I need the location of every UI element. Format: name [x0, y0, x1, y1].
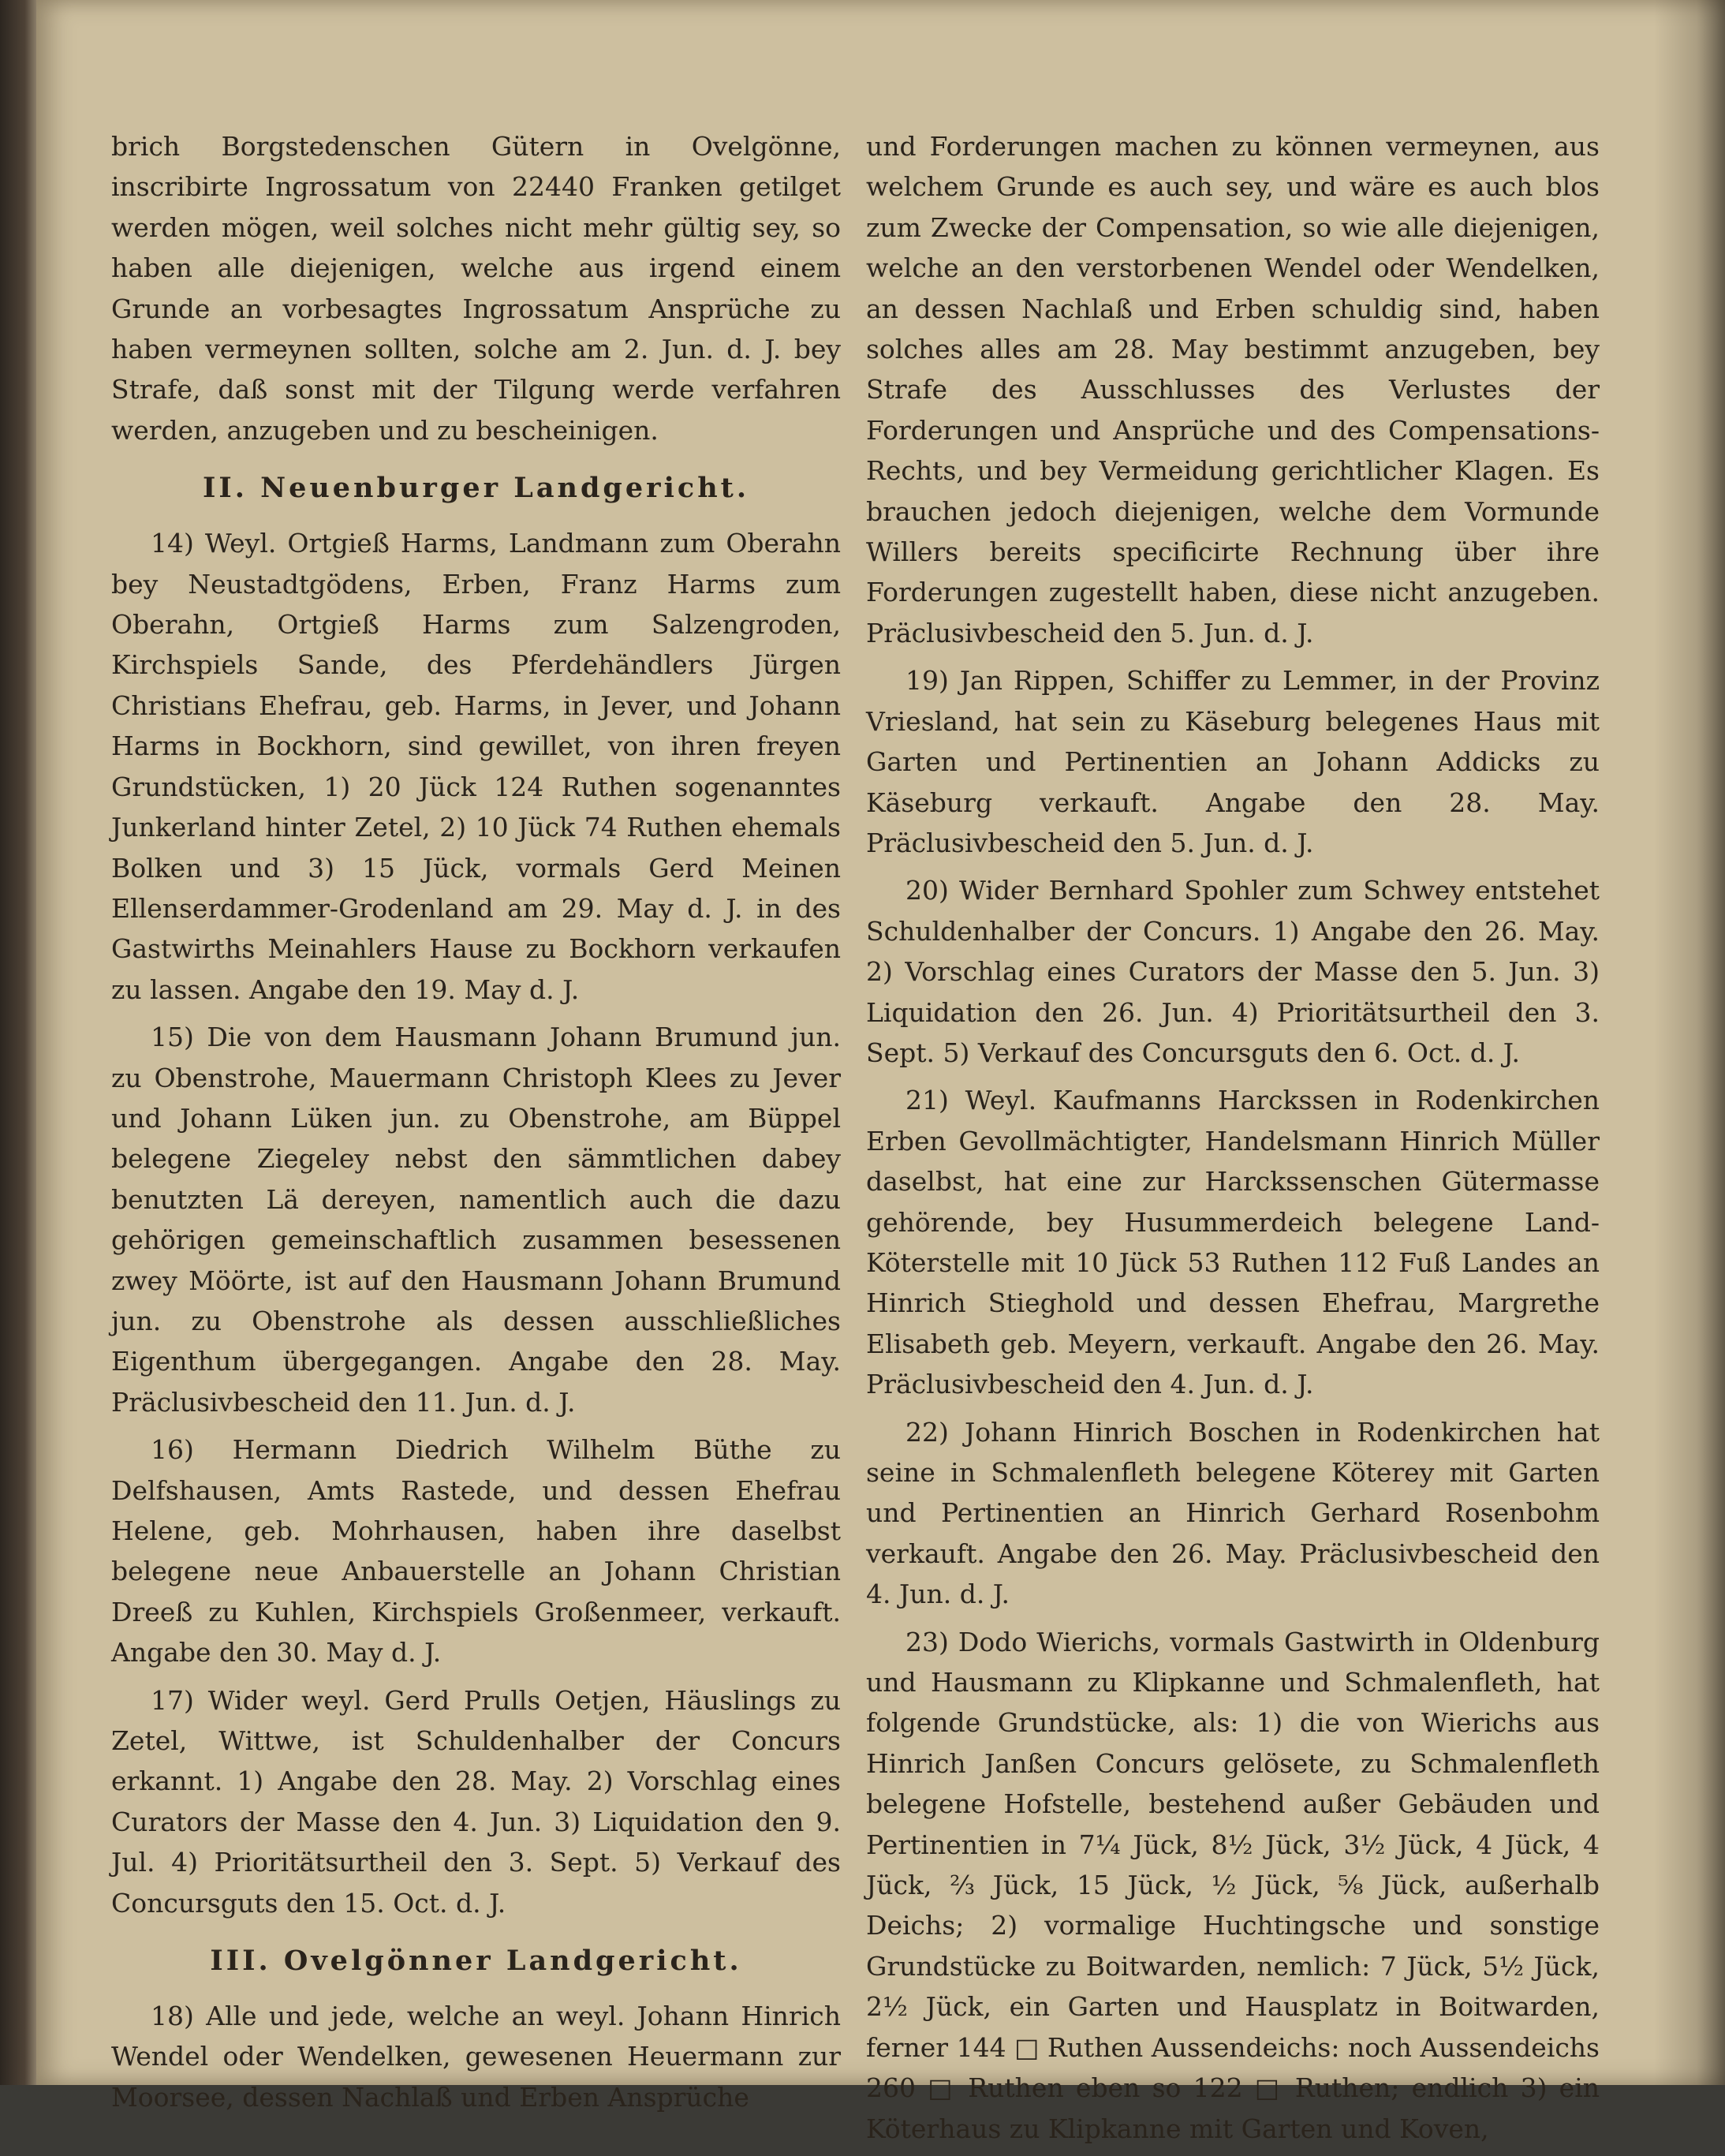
entry-20: 20) Wider Bernhard Spohler zum Schwey entstehet Schuldenhalber der Concurs. 1) Angabe den 26. May. 2) Vorschlag eines Curators der Masse den 5. Jun. 3) Liquidation den 26. Jun. 4) Prioritätsurtheil den 3. Sept. 5) Verkauf des Concursguts den 6. Oct. d. J.: [866, 875, 1600, 1068]
heading-neuenburger-landgericht: II. Neuenburger Landgericht.: [202, 472, 750, 505]
entry-13-continued: brich Borgstedenschen Gütern in Ovelgönne, inscribirte Ingrossatum von 22440 Franken getilget werden mögen, weil solches nicht mehr gültig sey, so haben alle diejenigen, welche aus irgend einem Grunde an vorbesagtes Ingrossatum Ansprüche zu haben vermeynen sollten, solche am 2. Jun. d. J. bey Strafe, daß sonst mit der Tilgung werde verfahren werden, anzugeben und zu bescheinigen.: [111, 131, 841, 446]
entry-17: 17) Wider weyl. Gerd Prulls Oetjen, Häuslings zu Zetel, Wittwe, ist Schuldenhalber der Concurs erkannt. 1) Angabe den 28. May. 2) Vorschlag eines Curators der Masse den 4. Jun. 3) Liquidation den 9. Jul. 4) Prioritätsurtheil den 3. Sept. 5) Verkauf des Concursguts den 15. Oct. d. J.: [111, 1684, 841, 1919]
heading-ovelgoenner-landgericht: III. Ovelgönner Landgericht.: [210, 1945, 742, 1978]
page-edge-shadow: [1654, 0, 1725, 2085]
entry-16: 16) Hermann Diedrich Wilhelm Büthe zu Delfshausen, Amts Rastede, und dessen Ehefrau Helene, geb. Mohrhausen, haben ihre daselbst belegene neue Anbauerstelle an Johann Christian Dreeß zu Kuhlen, Kirchspiels Großenmeer, verkauft. Angabe den 30. May d. J.: [111, 1434, 841, 1668]
scanned-page: [36, 0, 1725, 2144]
entry-14: 14) Weyl. Ortgieß Harms, Landmann zum Oberahn bey Neustadtgödens, Erben, Franz Harms zum Oberahn, Ortgieß Harms zum Salzengroden, Kirchspiels Sande, des Pferdehändlers Jürgen Christians Ehefrau, geb. Harms, in Jever, und Johann Harms in Bockhorn, sind gewillet, von ihren freyen Grundstücken, 1) 20 Jück 124 Ruthen sogenanntes Junkerland hinter Zetel, 2) 10 Jück 74 Ruthen ehemals Bolken und 3) 15 Jück, vormals Gerd Meinen Ellenserdammer-Grodenland am 29. May d. J. in des Gastwirths Meinahlers Hause zu Bockhorn verkaufen zu lassen. Angabe den 19. May d. J.: [111, 528, 841, 1005]
entry-18-continued: und Forderungen machen zu können vermeynen, aus welchem Grunde es auch sey, und wäre es auch blos zum Zwecke der Compensation, so wie alle diejenigen, welche an den verstorbenen Wendel oder Wendelken, an dessen Nachlaß und Erben schuldig sind, haben solches alles am 28. May bestimmt anzugeben, bey Strafe des Ausschlusses des Verlustes der Forderungen und Ansprüche und des Compensations-Rechts, und bey Vermeidung gerichtlicher Klagen. Es brauchen jedoch diejenigen, welche dem Vormunde Willers bereits specificirte Rechnung über ihre Forderungen zugestellt haben, diese nicht anzugeben. Präclusivbescheid den 5. Jun. d. J.: [866, 131, 1600, 648]
right-column: [866, 126, 1600, 2156]
entry-22: 22) Johann Hinrich Boschen in Rodenkirchen hat seine in Schmalenfleth belegene Köterey mit Garten und Pertinentien an Hinrich Gerhard Rosenbohm verkauft. Angabe den 26. May. Präclusivbescheid den 4. Jun. d. J.: [866, 1416, 1600, 1610]
entry-18: 18) Alle und jede, welche an weyl. Johann Hinrich Wendel oder Wendelken, gewesenen Heuermann zur Moorsee, dessen Nachlaß und Erben Ansprüche: [111, 2001, 841, 2113]
entry-21: 21) Weyl. Kaufmanns Harckssen in Rodenkirchen Erben Gevollmächtigter, Handelsmann Hinrich Müller daselbst, hat eine zur Harckssenschen Gütermasse gehörende, bey Husummerdeich belegene Land-Köterstelle mit 10 Jück 53 Ruthen 112 Fuß Landes an Hinrich Stieghold und dessen Ehefrau, Margrethe Elisabeth geb. Meyern, verkauft. Angabe den 26. May. Präclusivbescheid den 4. Jun. d. J.: [866, 1085, 1600, 1400]
entry-19: 19) Jan Rippen, Schiffer zu Lemmer, in der Provinz Vriesland, hat sein zu Käseburg belegenes Haus mit Garten und Pertinentien an Johann Addicks zu Käseburg verkauft. Angabe den 28. May. Präclusivbescheid den 5. Jun. d. J.: [866, 665, 1600, 858]
entry-15: 15) Die von dem Hausmann Johann Brumund jun. zu Obenstrohe, Mauermann Christoph Klees zu Jever und Johann Lüken jun. zu Obenstrohe, am Büppel belegene Ziegeley nebst den sämmtlichen dabey benutzten Lä dereyen, namentlich auch die dazu gehörigen gemeinschaftlich zusammen besessenen zwey Möörte, ist auf den Hausmann Johann Brumund jun. zu Obenstrohe als dessen ausschließliches Eigenthum übergegangen. Angabe den 28. May. Präclusivbescheid den 11. Jun. d. J.: [111, 1022, 841, 1418]
left-column: [111, 126, 841, 2124]
entry-23: 23) Dodo Wierichs, vormals Gastwirth in Oldenburg und Hausmann zu Klipkanne und Schmalenfleth, hat folgende Grundstücke, als: 1) die von Wierichs aus Hinrich Janßen Concurs gelösete, zu Schmalenfleth belegene Hofstelle, bestehend außer Gebäuden und Pertinentien in 7¼ Jück, 8½ Jück, 3½ Jück, 4 Jück, 4 Jück, ⅔ Jück, 15 Jück, ½ Jück, ⅝ Jück, außerhalb Deichs; 2) vormalige Huchtingsche und sonstige Grundstücke zu Boitwarden, nemlich: 7 Jück, 5½ Jück, 2½ Jück, ein Garten und Hausplatz in Boitwarden, ferner 144 □ Ruthen Aussendeichs: noch Aussendeichs 260 □ Ruthen eben so 122 □ Ruthen; endlich 3) ein Köterhaus zu Klipkanne mit Garten und Koven,: [866, 1626, 1600, 2144]
